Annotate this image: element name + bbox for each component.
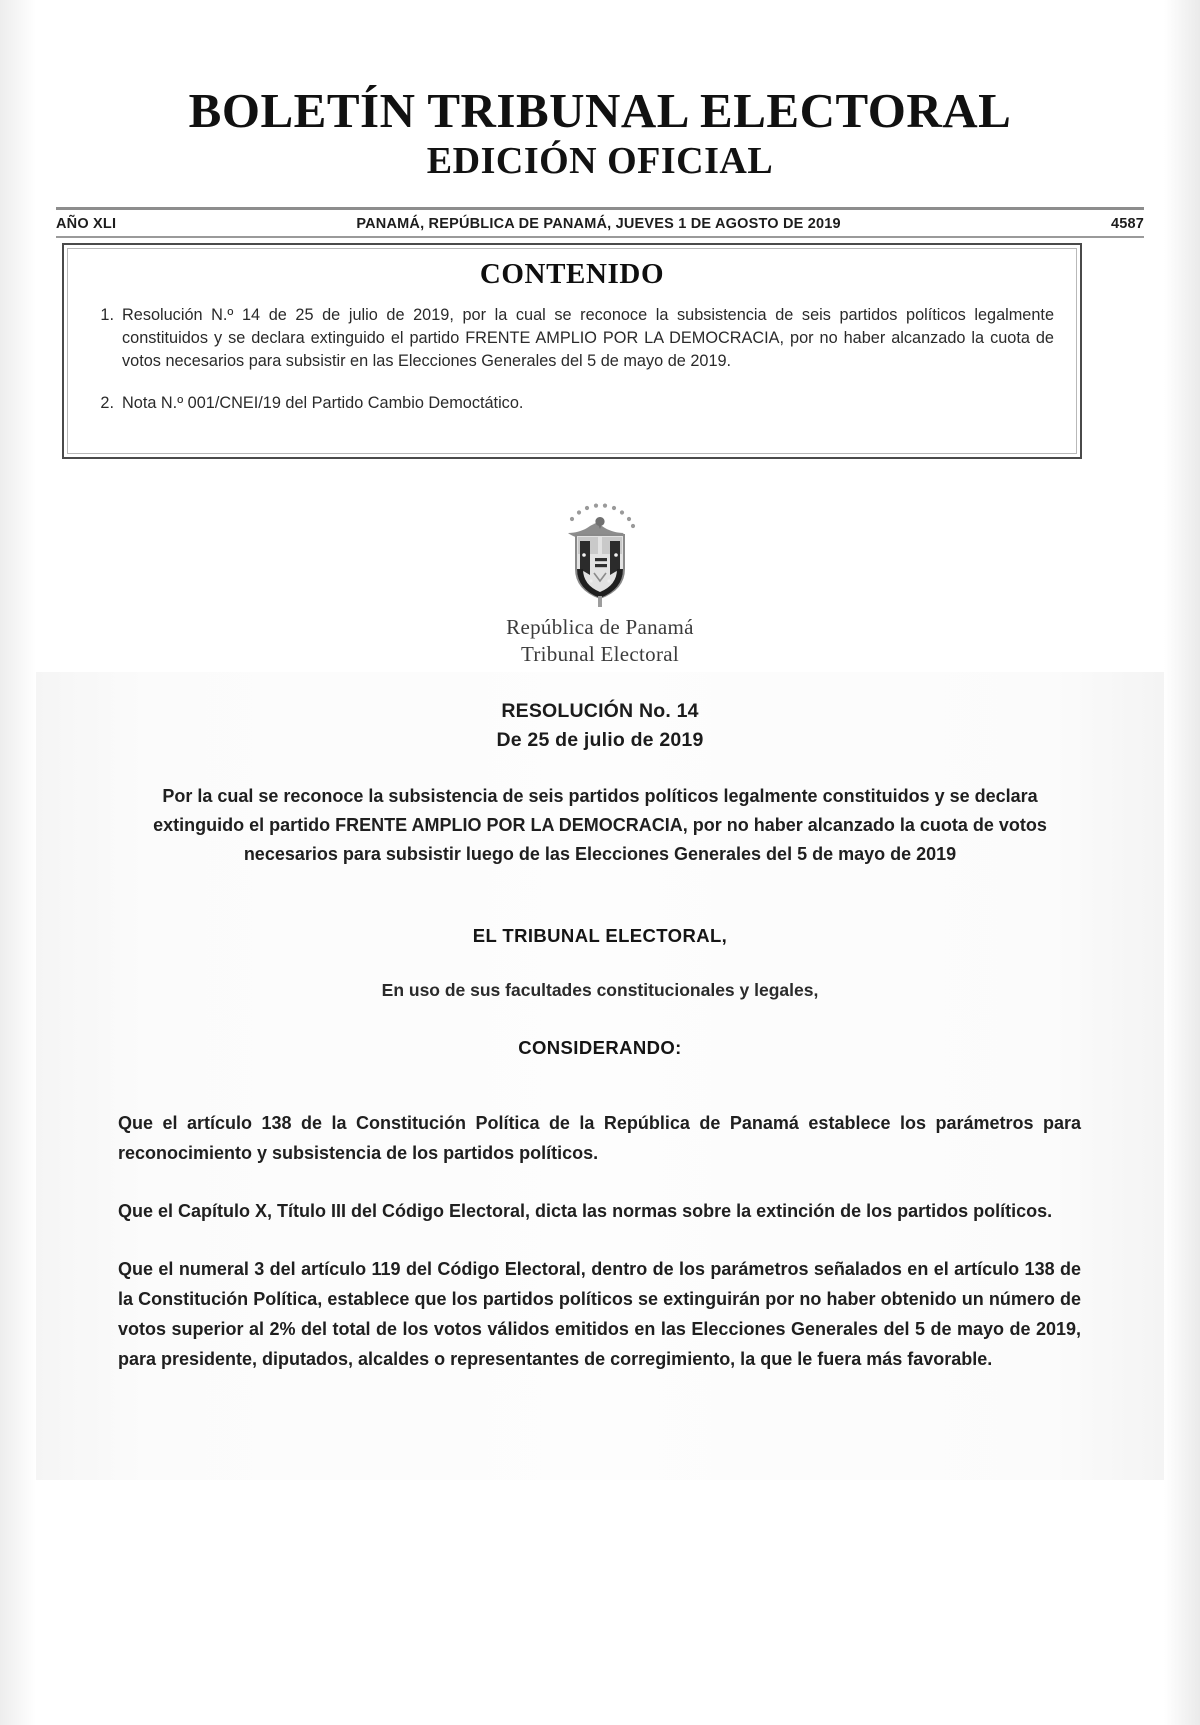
considerando-label: CONSIDERANDO: [518,1037,682,1058]
page-number: 4587 [1110,215,1144,232]
crest-country-label: República de Panamá [506,615,694,639]
faculties-statement: En uso de sus facultades constitucionales y legales, [381,980,819,1000]
crest-institution-label: Tribunal Electoral [520,642,679,666]
issue-place-date: PANAMÁ, REPÚBLICA DE PANAMÁ, JUEVES 1 DE AGOSTO DE 2019 [356,215,841,232]
resolution-heading [0,697,1200,756]
considerando-paragraph: Que el numeral 3 del artículo 119 del Código Electoral, dentro de los parámetros señalados en el artículo 138 de la Constitución Política, establece que los partidos políticos se extinguirán por no haber obtenido un número de votos superior al 2% del total de los votos válidos emitidos en las Elecciones Generales del 5 de mayo de 2019, para presidente, diputados, alcaldes o representantes de corregimiento, la que le fuera más favorable. [118,1259,1081,1370]
list-item [86,392,1054,415]
contenido-list [86,304,1054,416]
crest-block [0,497,1200,667]
bulletin-title: BOLETÍN TRIBUNAL ELECTORAL [188,83,1012,138]
contenido-item-number: 2. [100,394,114,413]
issue-info-line [56,211,1144,236]
contenido-item-text: Nota N.º 001/CNEI/19 del Partido Cambio Democtático. [122,394,524,413]
contenido-box [62,243,1082,459]
masthead-rule-bottom [56,236,1144,238]
issuing-organ-label: EL TRIBUNAL ELECTORAL, [472,925,728,946]
scan-edge-right [1164,0,1200,1725]
scan-edge-left [0,0,36,1725]
contenido-item-number: 1. [100,306,114,324]
bulletin-subtitle: EDICIÓN OFICIAL [426,139,774,182]
list-item [86,304,1054,373]
scan-shading-bottom [0,1480,1200,1725]
contenido-title: CONTENIDO [479,258,665,290]
masthead-rule-top [56,207,1144,210]
considerando-paragraphs [118,1090,1081,1374]
resolution-date: De 25 de julio de 2019 [496,729,704,752]
resolution-number: RESOLUCIÓN No. 14 [501,700,699,722]
considerando-paragraph: Que el artículo 138 de la Constitución Política de la República de Panamá establece los parámetros para reconocimiento y subsistencia de los partidos políticos. [118,1113,1081,1164]
masthead [0,83,1200,183]
panama-coat-of-arms-icon [546,497,654,609]
resolution-summary: Por la cual se reconoce la subsistencia de seis partidos políticos legalmente constituidos y se declara extinguido el partido FRENTE AMPLIO POR LA DEMOCRACIA, por no haber alcanzado la cuota de votos necesarios para subsistir luego de las Elecciones Generales del 5 de mayo de 2019 [153,786,1047,865]
contenido-item-text: Resolución N.º 14 de 25 de julio de 2019, por la cual se reconoce la subsistencia de seis partidos políticos legalmente constituidos y se declara extinguido el partido FRENTE AMPLIO POR LA DEMOCRACIA, por no haber alcanzado la cuota de votos necesarios para subsistir en las Elecciones Generales del 5 de mayo de 2019. [122,306,1054,371]
considerando-paragraph: Que el Capítulo X, Título III del Código Electoral, dicta las normas sobre la extinción de los partidos políticos. [118,1201,1053,1222]
issue-year: AÑO XLI [56,215,117,232]
